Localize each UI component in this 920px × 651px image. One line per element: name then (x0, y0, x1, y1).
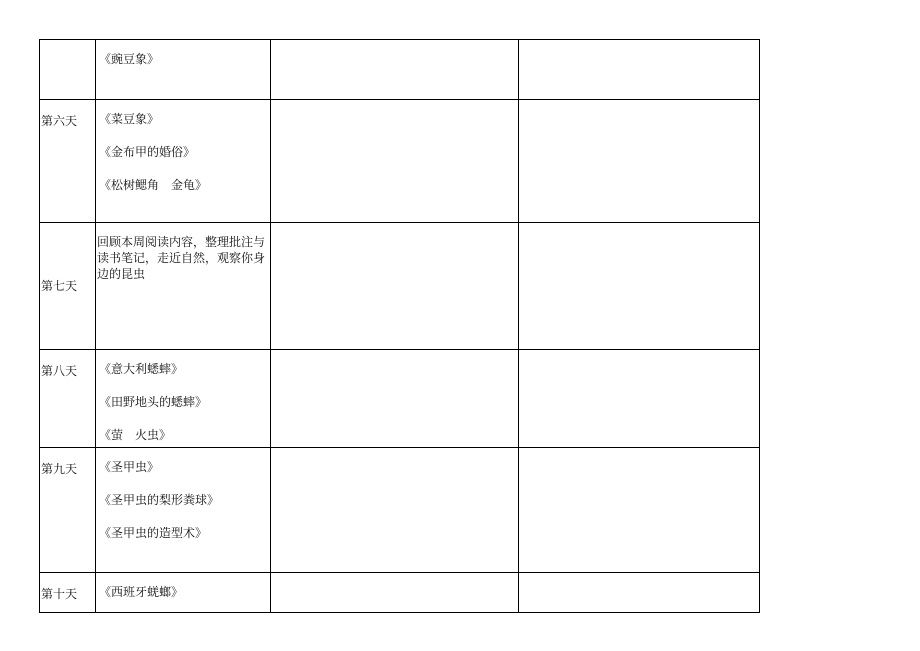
book-title: 《意大利蟋蟀》 (99, 362, 184, 376)
notes-cell (271, 100, 519, 223)
table-row (40, 573, 760, 613)
book-title: 《豌豆象》 (99, 52, 160, 66)
table-row (40, 100, 760, 223)
notes-cell (271, 573, 519, 613)
day-cell: 第七天 (40, 223, 96, 350)
day-cell (40, 40, 96, 100)
book-title: 《萤 火虫》 (99, 428, 172, 442)
notes-cell (271, 448, 519, 573)
book-title: 《菜豆象》 (99, 112, 160, 126)
notes-cell (271, 40, 519, 100)
book-list-cell (96, 350, 271, 448)
notes-cell (271, 223, 519, 350)
day-cell: 第六天 (40, 100, 96, 223)
day-cell: 第八天 (40, 350, 96, 448)
book-title: 《西班牙蜣螂》 (99, 585, 184, 599)
book-title: 《金布甲的婚俗》 (99, 145, 196, 159)
notes-cell (519, 100, 760, 223)
table-row (40, 223, 760, 350)
book-list-cell (96, 100, 271, 223)
table-row (40, 350, 760, 448)
book-list-cell (96, 573, 271, 613)
notes-cell (519, 350, 760, 448)
book-title: 《田野地头的蟋蟀》 (99, 395, 208, 409)
reading-plan-table (39, 39, 760, 613)
notes-cell (519, 40, 760, 100)
day-cell: 第十天 (40, 573, 96, 613)
book-title: 《松树鳃角 金龟》 (99, 178, 208, 192)
book-title: 《圣甲虫》 (99, 460, 160, 474)
notes-cell (519, 573, 760, 613)
notes-cell (519, 448, 760, 573)
day-cell: 第九天 (40, 448, 96, 573)
book-title: 《圣甲虫的造型术》 (99, 526, 208, 540)
notes-cell (519, 223, 760, 350)
task-cell: 回顾本周阅读内容，整理批注与读书笔记，走近自然，观察你身边的昆虫 (96, 223, 271, 350)
book-list-cell (96, 40, 271, 100)
book-list-cell (96, 448, 271, 573)
table-row (40, 448, 760, 573)
table-row (40, 40, 760, 100)
book-title: 《圣甲虫的梨形粪球》 (99, 493, 220, 507)
notes-cell (271, 350, 519, 448)
